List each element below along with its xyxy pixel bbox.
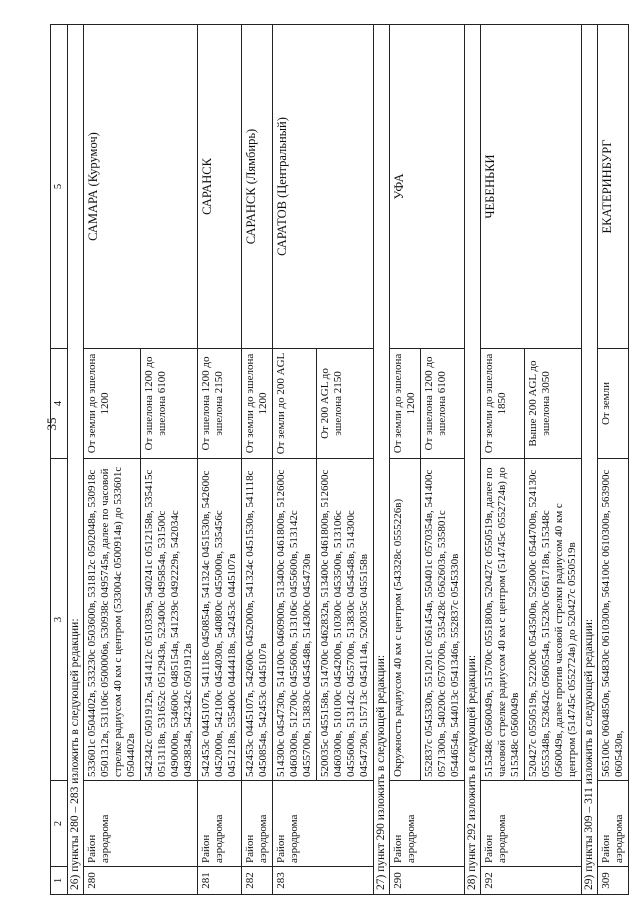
table-row-282 [242, 25, 273, 895]
zone-name: Район аэродрома [481, 781, 582, 867]
row-number: 290 [390, 867, 465, 895]
zone-name: Район аэродрома [598, 781, 629, 867]
table-rotation-wrapper [50, 25, 625, 895]
amendment-note-28: 28) пункт 292 изложить в следующей редакции: [465, 25, 481, 895]
header-col-3: 3 [51, 459, 68, 781]
amendment-note-row [374, 25, 390, 895]
zone-name: Район аэродрома [198, 781, 242, 867]
altitude-range: Выше 200 AGL до эшелона 3050 [525, 349, 582, 459]
table-row-281 [198, 25, 242, 895]
altitude-range: От земли до 200 AGL [273, 349, 317, 459]
coordinates: 565100с 0604850в, 564830с 0610300в, 564100с 0610300в, 563900с 0605430в, [598, 459, 629, 781]
header-col-1: 1 [51, 867, 68, 895]
altitude-range: От эшелона 1200 до эшелона 6100 [141, 349, 198, 459]
row-number: 309 [598, 867, 629, 895]
coordinates: 514300с 0454730в, 514100с 0460900в, 513400с 0461800в, 512600с 0460300в, 512700с 0455600в, 513106с 0455600в, 513142с 0455700в, 513830с 0454548в, 514300с 0454730в [273, 459, 317, 781]
zone-name: Район аэродрома [390, 781, 465, 867]
row-number: 292 [481, 867, 582, 895]
table-row-309 [598, 25, 629, 895]
altitude-range: От земли [598, 349, 629, 459]
zone-name: Район аэродрома [273, 781, 374, 867]
coordinates: 552837с 0545330в, 551201с 0561454в, 550401с 0570354в, 541400с 0571300в, 540200с 0570700в, 535428с 0562603в, 535801с 0544654в, 544013с 0541346в, 552837с 0545330в [421, 459, 465, 781]
amendment-note-row [582, 25, 598, 895]
page-number: 35 [44, 417, 59, 431]
row-number: 280 [84, 867, 198, 895]
altitude-range: От эшелона 1200 до эшелона 2150 [198, 349, 242, 459]
airspace-table [50, 24, 629, 895]
table-row-283 [273, 25, 317, 895]
header-row [51, 25, 68, 895]
amendment-note-row [465, 25, 481, 895]
aerodrome-name: ЕКАТЕРИНБУРГ [598, 25, 629, 349]
table-row-290 [390, 25, 421, 895]
row-number: 281 [198, 867, 242, 895]
altitude-range: От земли до эшелона 1200 [84, 349, 141, 459]
rotated-table-frame [50, 25, 625, 895]
coordinates: 533601с 0504402в, 533230с 0503600в, 531812с 0502048в, 530918с 0501312в, 531106с 0500006в, 530938с 0495745в, далее по часовой стрелке радиусом 40 км с центром (533004с 0500914в) до 533601с 0504402в [84, 459, 141, 781]
coordinates: 542342с 0501912в, 541412с 0510339в, 540241с 0512158в, 535415с 0513118в, 531652с 0512943в, 523400с 0495854в, 531500с 0490000в, 534600с 0485154в, 541239с 0492229в, 542034с 0493834в, 542342с 0501912в [141, 459, 198, 781]
altitude-range: От 200 AGL до эшелона 2150 [317, 349, 374, 459]
coordinates: 520427с 0550519в, 522200с 0543500в, 525000с 0544700в, 524130с 0555348в, 523642с 0560554в, 515230с 0561718в, 515348с 0560049в, далее против часовой стрелки радиусом 40 км с центром (514745с 0552724в) до 520427с 0550519в [525, 459, 582, 781]
table-row-292 [481, 25, 525, 895]
coordinates: Окружность радиусом 40 км с центром (543328с 0555226в) [390, 459, 421, 781]
aerodrome-name: САРАНСК [198, 25, 242, 349]
aerodrome-name: САМАРА (Курумоч) [84, 25, 198, 349]
coordinates: 542453с 0445107в, 541118с 0450854в, 541324с 0451530в, 542600с 0452000в, 542100с 0454030в, 540800с 0455000в, 535456с 0451218в, 535400с 0444418в, 542453с 0445107в [198, 459, 242, 781]
aerodrome-name: САРАТОВ (Центральный) [273, 25, 374, 349]
header-col-4: 4 [51, 349, 68, 459]
coordinates: 520035с 0455158в, 514700с 0462832в, 513400с 0461800в, 512600с 0460300в, 510100с 0454200в, 510300с 0453500в, 513106с 0455600в, 513142с 0455700в, 513830с 0454548в, 514300с 0454730в, 515713с 0454114в, 520035с 0455158в [317, 459, 374, 781]
altitude-range: От земли до эшелона 1200 [390, 349, 421, 459]
header-col-2: 2 [51, 781, 68, 867]
table-row-280 [84, 25, 141, 895]
amendment-note-27: 27) пункт 290 изложить в следующей редакции: [374, 25, 390, 895]
altitude-range: От земли до эшелона 1850 [481, 349, 525, 459]
aerodrome-name: УФА [390, 25, 465, 349]
amendment-note-row [68, 25, 84, 895]
aerodrome-name: САРАНСК (Лямбирь) [242, 25, 273, 349]
amendment-note-26: 26) пункты 280 – 283 изложить в следующей редакции: [68, 25, 84, 895]
coordinates: 542453с 0445107в, 542600с 0452000в, 541324с 0451530в, 541118с 0450854в, 542453с 0445107в [242, 459, 273, 781]
header-col-5: 5 [51, 25, 68, 349]
row-number: 283 [273, 867, 374, 895]
altitude-range: От земли до эшелона 1200 [242, 349, 273, 459]
amendment-note-29: 29) пункты 309 – 311 изложить в следующей редакции: [582, 25, 598, 895]
coordinates: 515348с 0560049в, 515700с 0551800в, 520427с 0550519в, далее по часовой стрелке радиусом 40 км с центром (514745с 0552724в) до 515348с 0560049в [481, 459, 525, 781]
zone-name: Район аэродрома [242, 781, 273, 867]
zone-name: Район аэродрома [84, 781, 198, 867]
altitude-range: От эшелона 1200 до эшелона 6100 [421, 349, 465, 459]
row-number: 282 [242, 867, 273, 895]
aerodrome-name: ЧЕБЕНЬКИ [481, 25, 582, 349]
